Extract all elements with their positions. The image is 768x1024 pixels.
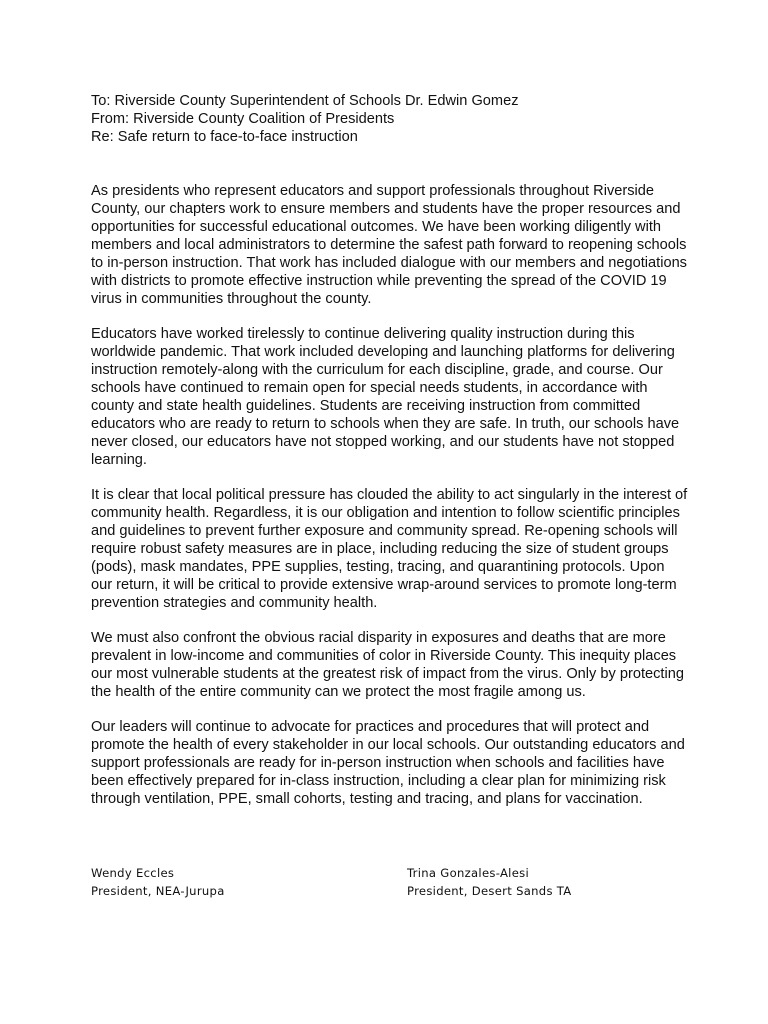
body-paragraph: As presidents who represent educators and support professionals throughout Riverside County, our chapters work to ensure members and students have the proper resources and opportunities for successful educational outcomes. We have been working diligently with members and local administrators to determine the safest path forward to reopening schools to in-person instruction. That work has included dialogue with our members and negotiations with districts to promote effective instruction while preventing the spread of the COVID 19 virus in communities throughout the county. — [91, 183, 687, 307]
signer-title: President, NEA-Jurupa — [91, 884, 225, 898]
signer-name: Trina Gonzales-Alesi — [407, 866, 529, 880]
memo-to-line: To: Riverside County Superintendent of Schools Dr. Edwin Gomez — [91, 93, 519, 109]
signer-title: President, Desert Sands TA — [407, 884, 572, 898]
body-paragraph: We must also confront the obvious racial disparity in exposures and deaths that are more prevalent in low-income and communities of color in Riverside County. This inequity places our most vulnerable students at the greatest risk of impact from the virus. Only by protecting the health of the entire community can we protect the most fragile among us. — [91, 630, 684, 700]
body-paragraph: Educators have worked tirelessly to continue delivering quality instruction during this worldwide pandemic. That work included developing and launching platforms for delivering instruction remotely-along with the curriculum for each discipline, grade, and course. Our schools have continued to remain open for special needs students, in accordance with county and state health guidelines. Students are receiving instruction from committed educators who are ready to return to schools when they are safe. In truth, our schools have never closed, our educators have not stopped working, and our students have not stopped learning. — [91, 326, 680, 468]
memo-from-line: From: Riverside County Coalition of Presidents — [91, 111, 395, 127]
signature-block-right — [407, 864, 572, 900]
memo-header — [91, 92, 711, 146]
letter-body — [91, 182, 689, 825]
signer-name: Wendy Eccles — [91, 866, 175, 880]
memo-re-line: Re: Safe return to face-to-face instruction — [91, 129, 358, 145]
body-paragraph: It is clear that local political pressure has clouded the ability to act singularly in the interest of community health. Regardless, it is our obligation and intention to follow scientific principles and guidelines to prevent further exposure and community spread. Re-opening schools will require robust safety measures are in place, including reducing the size of student groups (pods), mask mandates, PPE supplies, testing, tracing, and quarantining protocols. Upon our return, it will be critical to provide extensive wrap-around services to promote long-term prevention strategies and community health. — [91, 487, 688, 611]
signature-block-left — [91, 864, 225, 900]
body-paragraph: Our leaders will continue to advocate for practices and procedures that will protect and promote the health of every stakeholder in our local schools. Our outstanding educators and support professionals are ready for in-person instruction when schools and facilities have been effectively prepared for in-class instruction, including a clear plan for minimizing risk through ventilation, PPE, small cohorts, testing and tracing, and plans for vaccination. — [91, 719, 685, 807]
